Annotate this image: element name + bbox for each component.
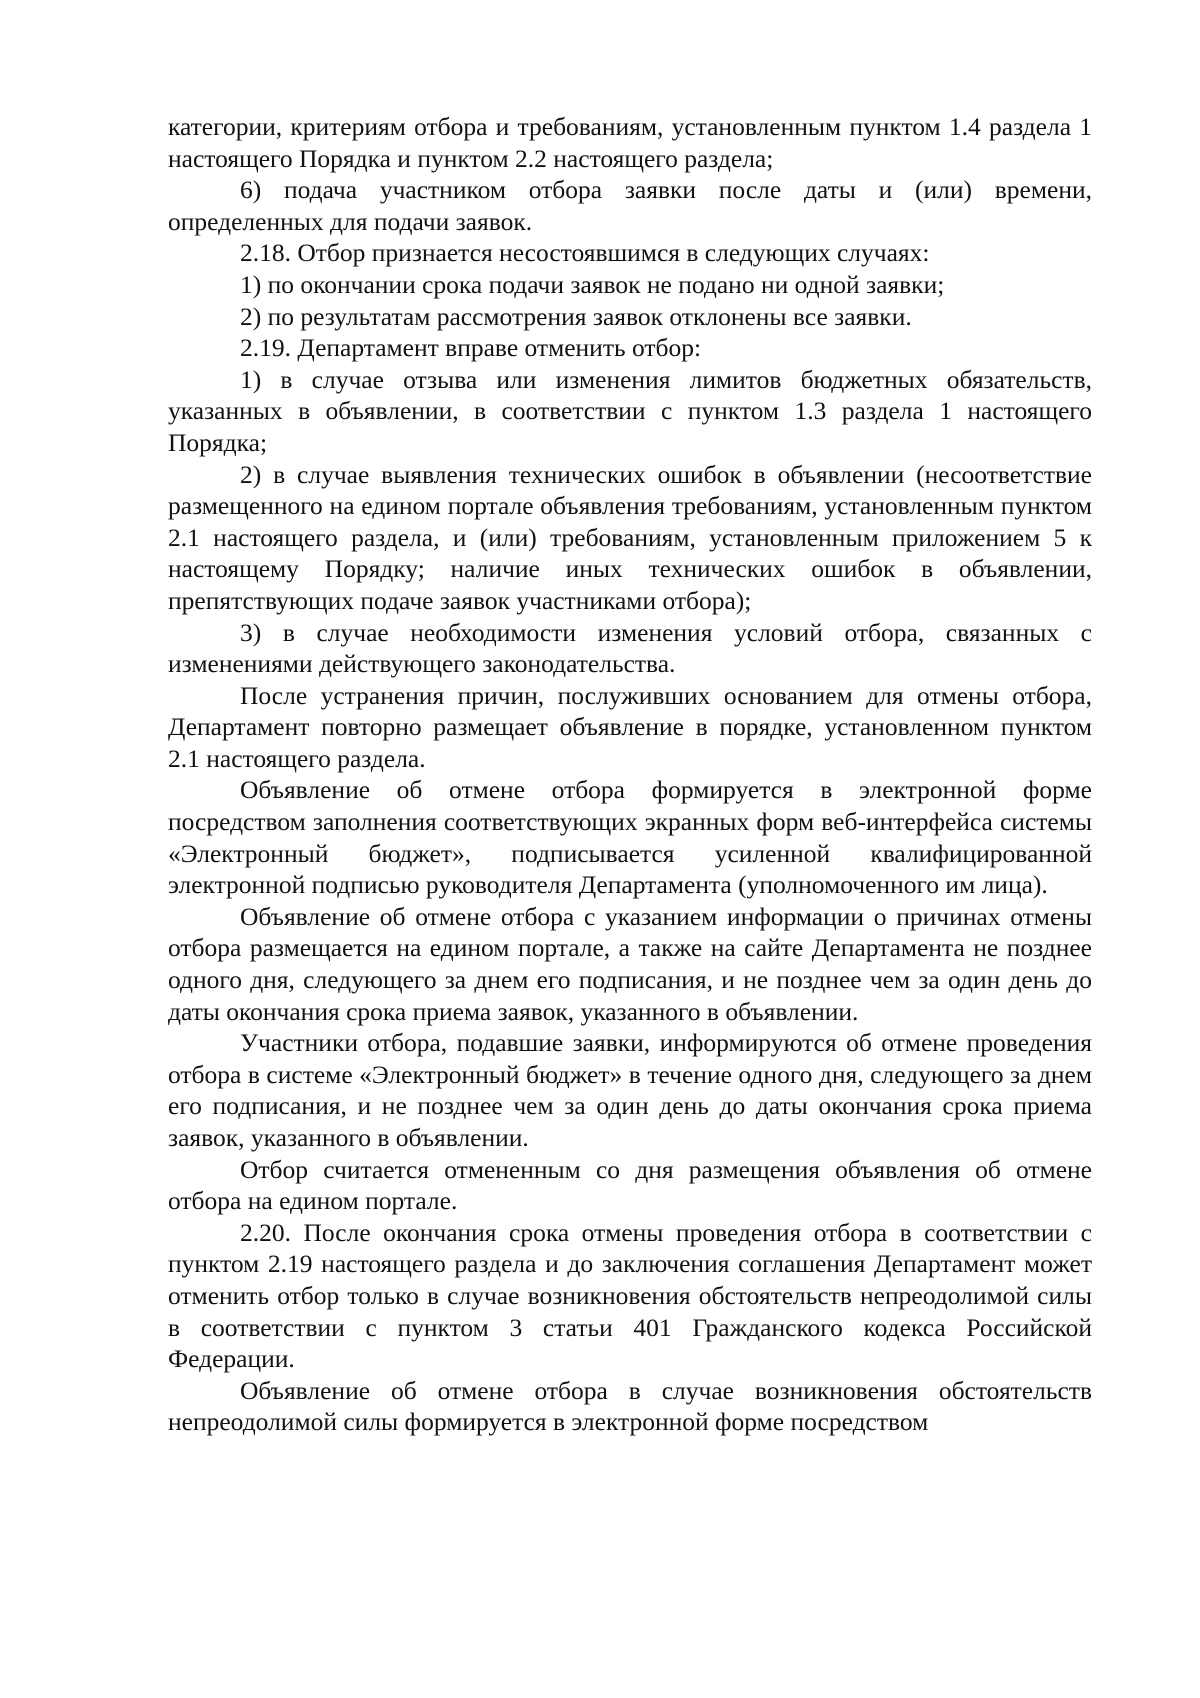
paragraph-2-18-item-1: 1) по окончании срока подачи заявок не подано ни одной заявки; bbox=[240, 269, 945, 299]
paragraph-2-19-item-3: 3) в случае необходимости изменения условий отбора, связанных с изменениями действующего законодательства. bbox=[168, 617, 1092, 679]
paragraph-cancel-notice-publication: Объявление об отмене отбора с указанием информации о причинах отмены отбора размещается на едином портале, а также на сайте Департамента не позднее одного дня, следующего за днем его подписания, и не позднее чем за один день до даты окончания срока приема заявок, указанного в объявлении. bbox=[168, 901, 1092, 1026]
document-body bbox=[168, 111, 1092, 1438]
paragraph-force-majeure-notice: Объявление об отмене отбора в случае возникновения обстоятельств непреодолимой силы формируется в электронной форме посредством bbox=[168, 1375, 1092, 1437]
paragraph-participants-informed: Участники отбора, подавшие заявки, информируются об отмене проведения отбора в системе «Электронный бюджет» в течение одного дня, следующего за днем его подписания, и не позднее чем за один день до даты окончания срока приема заявок, указанного в объявлении. bbox=[168, 1028, 1092, 1152]
paragraph-2-20: 2.20. После окончания срока отмены проведения отбора в соответствии с пунктом 2.19 настоящего раздела и до заключения соглашения Департамент может отменить отбор только в случае возникновения обстоятельств непреодолимой силы в соответствии с пунктом 3 статьи 401 Гражданского кодекса Российской Федерации. bbox=[168, 1217, 1092, 1374]
paragraph-continuation: категории, критериям отбора и требованиям, установленным пунктом 1.4 раздела 1 настоящего Порядка и пунктом 2.2 настоящего раздела; bbox=[168, 112, 1092, 173]
paragraph-cancel-effective: Отбор считается отмененным со дня размещения объявления об отмене отбора на едином портале. bbox=[168, 1154, 1092, 1216]
paragraph-repost-after-fix: После устранения причин, послуживших основанием для отмены отбора, Департамент повторно размещает объявление в порядке, установленном пунктом 2.1 настоящего раздела. bbox=[168, 680, 1092, 773]
paragraph-2-18: 2.18. Отбор признается несостоявшимся в следующих случаях: bbox=[240, 238, 930, 268]
paragraph-2-19-item-1: 1) в случае отзыва или изменения лимитов бюджетных обязательств, указанных в объявлении, в соответствии с пунктом 1.3 раздела 1 настоящего Порядка; bbox=[168, 364, 1092, 457]
paragraph-2-18-item-2: 2) по результатам рассмотрения заявок отклонены все заявки. bbox=[240, 301, 912, 331]
paragraph-item-6: 6) подача участником отбора заявки после даты и (или) времени, определенных для подачи заявок. bbox=[168, 175, 1092, 236]
paragraph-2-19: 2.19. Департамент вправе отменить отбор: bbox=[240, 333, 702, 363]
paragraph-2-19-item-2: 2) в случае выявления технических ошибок в объявлении (несоответствие размещенного на едином портале объявления требованиям, установленным пунктом 2.1 настоящего раздела, и (или) требованиям, установленным приложением 5 к настоящему Порядку; наличие иных технических ошибок в объявлении, препятствующих подаче заявок участниками отбора); bbox=[168, 459, 1092, 615]
paragraph-cancel-notice-form: Объявление об отмене отбора формируется в электронной форме посредством заполнения соответствующих экранных форм веб-интерфейса системы «Электронный бюджет», подписывается усиленной квалифицированной электронной подписью руководителя Департамента (уполномоченного им лица). bbox=[168, 775, 1092, 900]
